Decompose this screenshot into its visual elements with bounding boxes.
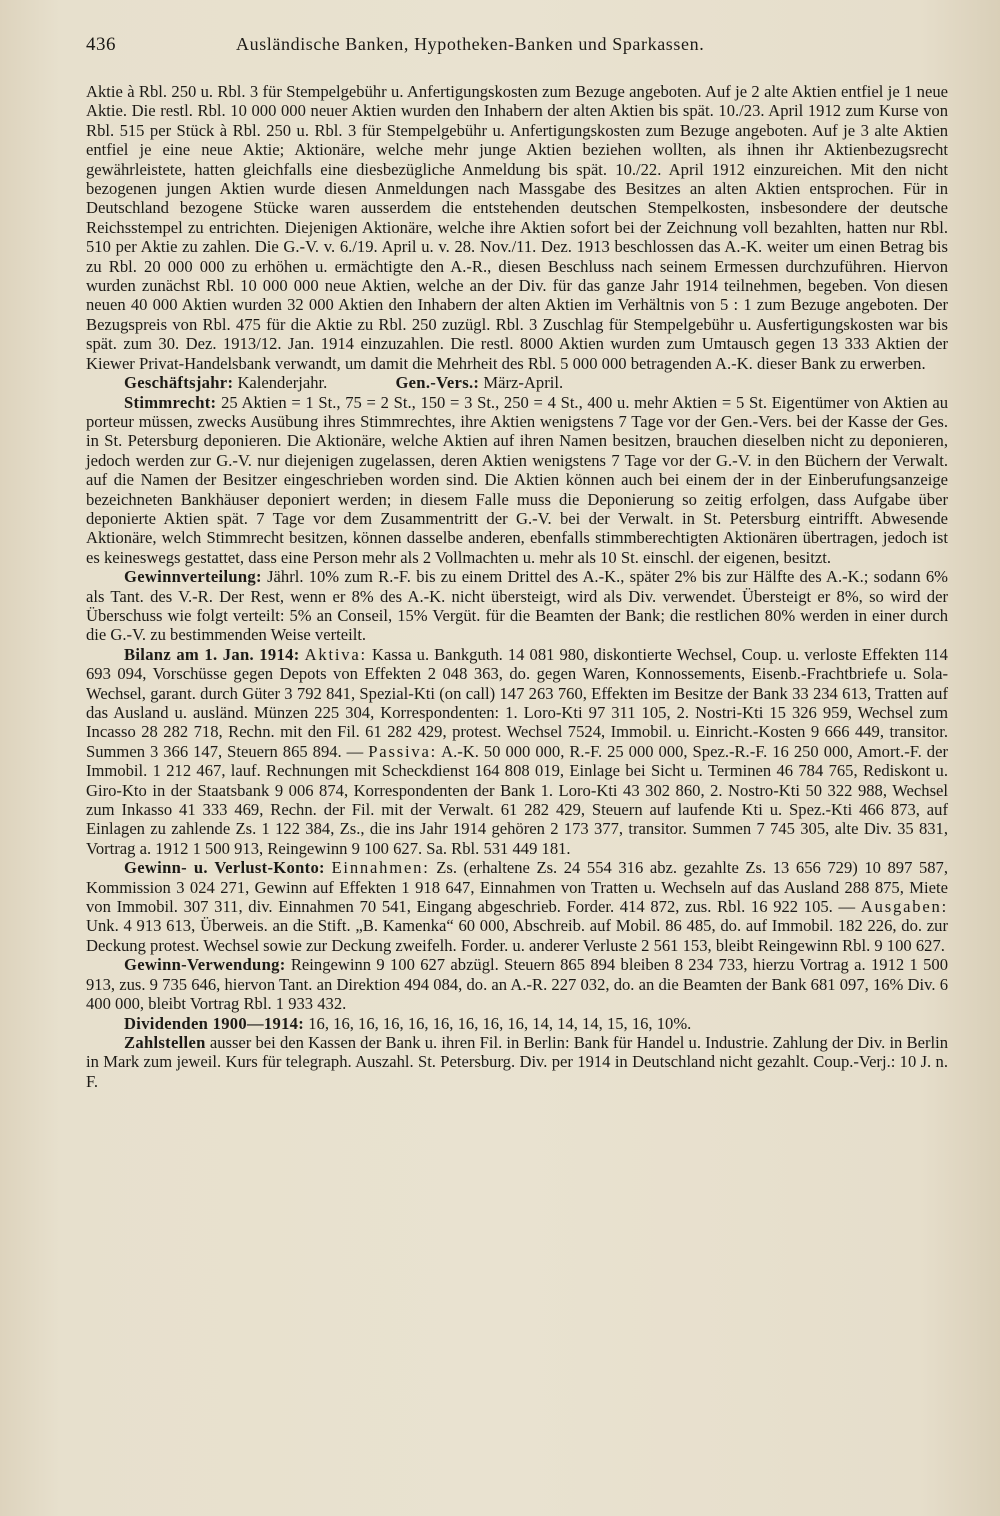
paragraph-gewinn-verwendung <box>86 955 948 1013</box>
stimmrecht-label: Stimmrecht: <box>124 392 217 412</box>
verwendung-label: Gewinn-Verwendung: <box>124 955 286 975</box>
paragraph-gewinn-verlust <box>86 858 948 955</box>
running-title: Ausländische Banken, Hypotheken-Banken und Sparkassen. <box>236 34 705 54</box>
bilanz-aktiva-word: Aktiva: <box>304 644 367 664</box>
paragraph-aktien-emission: Aktie à Rbl. 250 u. Rbl. 3 für Stempelgebühr u. Anfertigungskosten zum Bezuge angeboten. Auf je 2 alte Aktien entfiel je 1 neue Aktie. Die restl. Rbl. 10 000 000 neuer Aktien wurden den Inhabern der alten Aktien bis spät. 10./23. April 1912 zum Kurse von Rbl. 515 per Stück à Rbl. 250 u. Rbl. 3 für Stempelgebühr u. Anfertigungskosten zum Bezuge angeboten. Auf je 3 alte Aktien entfiel je eine neue Aktie; Aktionäre, welche mehr junge Aktien beziehen wollten, als ihnen ihr Aktienbezugsrecht gewährleistete, hatten gleichfalls eine diesbezügliche Anmeldung bis spät. 10./22. April 1912 einzureichen. Mit den nicht bezogenen jungen Aktien wurde diesen Anmeldungen nach Massgabe des Besitzes an alten Aktien entsprochen. Für in Deutschland bezogene Stücke waren ausserdem die entstehenden deutschen Stempelkosten, insbesondere der deutsche Reichsstempel zu entrichten. Diejenigen Aktionäre, welche ihre Aktien sofort bei der Zeichnung voll bezahlten, hatten nur Rbl. 510 per Aktie zu zahlen. Die G.-V. v. 6./19. April u. v. 28. Nov./11. Dez. 1913 beschlossen das A.-K. weiter um einen Betrag bis zu Rbl. 20 000 000 zu erhöhen u. ermächtigte den A.-R., diesen Beschluss nach seinem Ermessen durchzuführen. Hiervon wurden zunächst Rbl. 10 000 000 neue Aktien, welche an der Div. für das ganze Jahr 1914 teilnehmen, begeben. Von diesen neuen 40 000 Aktien wurden 32 000 Aktien den Inhabern der alten Aktien im Verhältnis von 5 : 1 zum Bezuge angeboten. Der Bezugspreis von Rbl. 475 für die Aktie zu Rbl. 250 zuzügl. Rbl. 3 Zuschlag für Stempelgebühr u. Ausfertigungskosten war bis spät. zum 30. Dez. 1913/12. Jan. 1914 einzuzahlen. Die restl. 8000 Aktien wurden zum Umtausch gegen 13 333 Aktien der Kiewer Privat-Handelsbank verwandt, um damit die Mehrheit des Rbl. 5 000 000 betragenden A.-K. dieser Bank zu erwerben. <box>86 82 948 373</box>
guv-ausgaben-text: Unk. 4 913 613, Überweis. an die Stift. „B. Kamenka“ 60 000, Abschreib. auf Mobil. 86 485, do. auf Immobil. 182 226, do. zur Deckung protest. Wechsel sowie zur Deckung zweifelh. Forder. u. anderer Verluste 2 561 153, bleibt Reingewinn Rbl. 9 100 627. <box>86 916 948 955</box>
page-header <box>86 34 948 60</box>
genvers-text: März-April. <box>483 373 564 393</box>
gewinnverteilung-label: Gewinnverteilung: <box>124 567 262 587</box>
zahlstellen-label: Zahlstellen <box>124 1032 206 1052</box>
paragraph-geschaeftsjahr <box>86 373 948 392</box>
page-number: 436 <box>86 34 116 55</box>
paragraph-gewinnverteilung <box>86 567 948 645</box>
body-text <box>86 82 948 1091</box>
guv-einnahmen-text: Zs. (erhaltene Zs. 24 554 316 abz. gezahlte Zs. 13 656 729) 10 897 587, Kommission 3 024 271, Gewinn auf Effekten 1 918 647, Einnahmen von Tratten u. Wechseln auf das Ausland 288 875, Miete von Immobil. 307 311, div. Einnahmen 70 541, Eingang abgeschrieb. Forder. 414 872, zus. Rbl. 16 922 105. — <box>86 858 948 917</box>
paragraph-bilanz <box>86 645 948 858</box>
guv-label: Gewinn- u. Verlust-Konto: <box>124 858 325 878</box>
paragraph-dividenden <box>86 1014 948 1033</box>
gewinnverteilung-text: Jährl. 10% zum R.-F. bis zu einem Drittel des A.-K., später 2% bis zur Hälfte des A.-K.; sodann 6% als Tant. des V.-R. Der Rest, wenn er 8% des A.-K. nicht übersteigt, wird als Div. verwendet. Übersteigt er 8%, so wird der Überschuss wie folgt verteilt: 5% an Conseil, 15% Vergüt. für die Beamten der Bank; die restlichen 80% werden in einer durch die G.-V. zu bestimmenden Weise verteilt. <box>86 567 948 645</box>
zahlstellen-text: ausser bei den Kassen der Bank u. ihren Fil. in Berlin: Bank für Handel u. Industrie. Zahlung der Div. in Berlin in Mark zum jeweil. Kurs für telegraph. Auszahl. St. Petersburg. Div. per 1914 in Deutschland nicht gezahlt. Coup.-Verj.: 10 J. n. F. <box>86 1032 948 1091</box>
bilanz-passiva-word: Passiva: <box>368 741 438 761</box>
paragraph-stimmrecht <box>86 393 948 568</box>
guv-einnahmen-word: Einnahmen: <box>331 858 430 878</box>
bilanz-aktiva-text: Kassa u. Bankguth. 14 081 980, diskontierte Wechsel, Coup. u. verloste Effekten 114 693 094, Vorschüsse gegen Depots von Effekten 2 048 363, do. gegen Waren, Konnossements, Eisenb.-Frachtbriefe u. Sola-Wechsel, garant. durch Güter 3 792 841, Spezial-Kti (on call) 147 263 760, Effekten im Besitze der Bank 33 234 613, Tratten auf das Ausland u. ausländ. Münzen 225 304, Korrespondenten: 1. Loro-Kti 97 311 105, 2. Nostri-Kti 15 326 959, Wechsel zum Incasso 28 282 718, Rechn. mit den Fil. 61 282 429, protest. Wechsel 7524, Immobil. u. Einricht.-Kosten 9 666 449, transitor. Summen 3 366 147, Steuern 865 894. — <box>86 644 948 761</box>
guv-ausgaben-word: Ausgaben: <box>860 897 948 917</box>
geschaeftsjahr-text: Kalenderjahr. <box>237 373 328 393</box>
bilanz-passiva-text: A.-K. 50 000 000, R.-F. 25 000 000, Spez.-R.-F. 16 250 000, Amort.-F. der Immobil. 1 212 467, lauf. Rechnungen mit Scheckdienst 164 808 019, Einlage bei Sicht u. Terminen 46 784 765, Rediskont u. Giro-Kto in der Staatsbank 9 006 874, Korrespondenten der Bank 1. Loro-Kti 43 302 860, 2. Nostro-Kti 50 322 988, Wechsel zum Inkasso 41 333 469, Rechn. der Fil. mit der Verwalt. 61 282 429, Steuern auf laufende Kti u. Spez.-Kti 466 873, auf Einlagen zu zahlende Zs. 1 122 384, Zs., die ins Jahr 1914 gehören 2 173 377, transitor. Summen 7 745 305, alte Div. 35 831, Vortrag a. 1912 1 500 913, Reingewinn 9 100 627. Sa. Rbl. 531 449 181. <box>86 741 948 858</box>
geschaeftsjahr-label: Geschäftsjahr: <box>124 373 234 393</box>
genvers-label: Gen.-Vers.: <box>395 373 480 393</box>
stimmrecht-text: 25 Aktien = 1 St., 75 = 2 St., 150 = 3 St., 250 = 4 St., 400 u. mehr Aktien = 5 St. Eigentümer von Aktien au porteur müssen, zwecks Ausübung ihres Stimmrechtes, ihre Aktien wenigstens 7 Tage vor der Gen.-Vers. bei der Kasse der Ges. in St. Petersburg deponieren. Die Aktionäre, welche Aktien auf ihren Namen besitzen, brauchen dieselben nicht zu deponieren, jedoch werden zur G.-V. nur diejenigen zugelassen, deren Aktien wenigstens 7 Tage vor der G.-V. in den Büchern der Verwalt. auf die Namen der Besitzer eingeschrieben worden sind. Die Aktien können auch bei einem der in der Einberufungsanzeige bezeichneten Bankhäuser deponiert werden; in diesem Falle muss die Deponierung so zeitig erfolgen, dass Aufgabe über deponierte Aktien spät. 7 Tage vor dem Zusammentritt der G.-V. bei der Verwalt. in St. Petersburg eintrifft. Abwesende Aktionäre, welch Stimmrecht besitzen, können dasselbe anderen, ebenfalls stimmberechtigten Aktionären übertragen, jedoch ist es keineswegs gestattet, dass eine Person mehr als 2 Vollmachten u. mehr als 10 St. einschl. der eigenen, besitzt. <box>86 392 948 567</box>
bilanz-label: Bilanz am 1. Jan. 1914: <box>124 644 300 664</box>
dividenden-label: Dividenden 1900—1914: <box>124 1013 305 1033</box>
dividenden-text: 16, 16, 16, 16, 16, 16, 16, 16, 16, 14, 14, 14, 15, 16, 10%. <box>308 1013 692 1033</box>
paragraph-zahlstellen <box>86 1033 948 1091</box>
verwendung-text: Reingewinn 9 100 627 abzügl. Steuern 865 894 bleiben 8 234 733, hierzu Vortrag a. 1912 1 500 913, zus. 9 735 646, hiervon Tant. an Direktion 494 084, do. an A.-R. 227 032, do. an die Beamten der Bank 681 097, 16% Div. 6 400 000, bleibt Vortrag Rbl. 1 933 432. <box>86 955 948 1014</box>
